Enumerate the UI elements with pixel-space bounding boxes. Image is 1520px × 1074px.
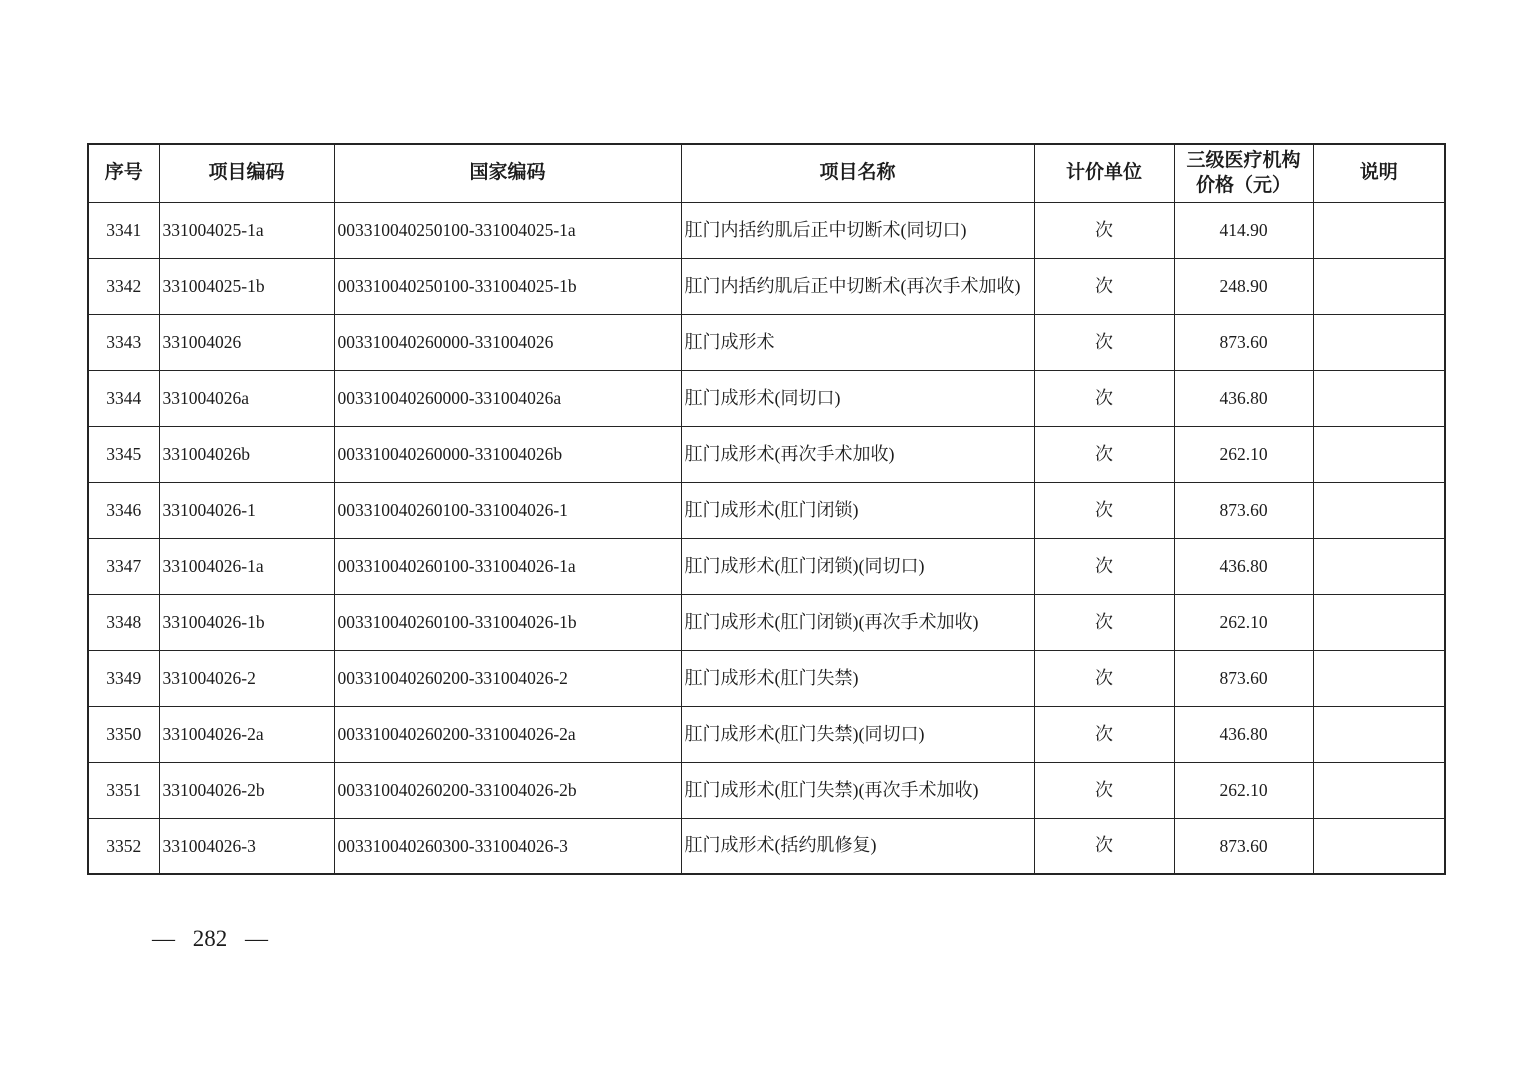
cell-item-code: 331004026-2b xyxy=(159,762,334,818)
cell-national-code: 003310040260300-331004026-3 xyxy=(334,818,681,874)
table-row xyxy=(88,426,1445,482)
cell-item-code: 331004026-1a xyxy=(159,538,334,594)
header-cell-note: 说明 xyxy=(1313,144,1445,202)
cell-price: 436.80 xyxy=(1174,538,1313,594)
cell-name: 肛门成形术(同切口) xyxy=(681,370,1034,426)
cell-item-code: 331004026b xyxy=(159,426,334,482)
cell-name: 肛门成形术(括约肌修复) xyxy=(681,818,1034,874)
cell-price: 873.60 xyxy=(1174,482,1313,538)
cell-seq: 3351 xyxy=(88,762,159,818)
cell-unit: 次 xyxy=(1034,650,1174,706)
cell-price: 262.10 xyxy=(1174,594,1313,650)
cell-national-code: 003310040260000-331004026 xyxy=(334,314,681,370)
cell-unit: 次 xyxy=(1034,202,1174,258)
cell-price: 248.90 xyxy=(1174,258,1313,314)
table-row xyxy=(88,762,1445,818)
cell-seq: 3344 xyxy=(88,370,159,426)
cell-seq: 3342 xyxy=(88,258,159,314)
cell-seq: 3352 xyxy=(88,818,159,874)
header-cell-national-code: 国家编码 xyxy=(334,144,681,202)
cell-price: 873.60 xyxy=(1174,314,1313,370)
cell-price: 873.60 xyxy=(1174,818,1313,874)
table-row xyxy=(88,314,1445,370)
cell-price: 262.10 xyxy=(1174,762,1313,818)
cell-item-code: 331004026-1 xyxy=(159,482,334,538)
table-row xyxy=(88,818,1445,874)
cell-name: 肛门成形术(再次手术加收) xyxy=(681,426,1034,482)
cell-unit: 次 xyxy=(1034,818,1174,874)
cell-item-code: 331004026-2 xyxy=(159,650,334,706)
cell-seq: 3348 xyxy=(88,594,159,650)
cell-unit: 次 xyxy=(1034,594,1174,650)
cell-note xyxy=(1313,818,1445,874)
cell-item-code: 331004025-1a xyxy=(159,202,334,258)
cell-name: 肛门成形术(肛门闭锁)(同切口) xyxy=(681,538,1034,594)
header-cell-unit: 计价单位 xyxy=(1034,144,1174,202)
cell-national-code: 003310040250100-331004025-1a xyxy=(334,202,681,258)
cell-national-code: 003310040260100-331004026-1b xyxy=(334,594,681,650)
table-row xyxy=(88,202,1445,258)
cell-note xyxy=(1313,594,1445,650)
price-table xyxy=(87,143,1446,875)
cell-note xyxy=(1313,650,1445,706)
cell-unit: 次 xyxy=(1034,538,1174,594)
cell-national-code: 003310040250100-331004025-1b xyxy=(334,258,681,314)
cell-name: 肛门成形术(肛门失禁)(再次手术加收) xyxy=(681,762,1034,818)
cell-item-code: 331004026-3 xyxy=(159,818,334,874)
table-row xyxy=(88,650,1445,706)
cell-seq: 3343 xyxy=(88,314,159,370)
cell-unit: 次 xyxy=(1034,314,1174,370)
page-number: — 282 — xyxy=(152,926,268,951)
cell-national-code: 003310040260200-331004026-2b xyxy=(334,762,681,818)
cell-seq: 3346 xyxy=(88,482,159,538)
cell-item-code: 331004026 xyxy=(159,314,334,370)
table-header xyxy=(88,144,1445,202)
cell-note xyxy=(1313,538,1445,594)
header-row xyxy=(88,144,1445,202)
cell-national-code: 003310040260100-331004026-1a xyxy=(334,538,681,594)
table-body xyxy=(88,202,1445,874)
cell-note xyxy=(1313,762,1445,818)
header-cell-name: 项目名称 xyxy=(681,144,1034,202)
cell-unit: 次 xyxy=(1034,482,1174,538)
cell-note xyxy=(1313,706,1445,762)
cell-name: 肛门成形术(肛门失禁) xyxy=(681,650,1034,706)
cell-seq: 3345 xyxy=(88,426,159,482)
cell-price: 262.10 xyxy=(1174,426,1313,482)
table-row xyxy=(88,538,1445,594)
cell-item-code: 331004026-2a xyxy=(159,706,334,762)
cell-note xyxy=(1313,370,1445,426)
cell-unit: 次 xyxy=(1034,706,1174,762)
cell-unit: 次 xyxy=(1034,762,1174,818)
table-row xyxy=(88,258,1445,314)
cell-note xyxy=(1313,314,1445,370)
cell-price: 436.80 xyxy=(1174,706,1313,762)
header-cell-price xyxy=(1174,144,1313,202)
cell-seq: 3350 xyxy=(88,706,159,762)
cell-national-code: 003310040260000-331004026b xyxy=(334,426,681,482)
table-row xyxy=(88,370,1445,426)
cell-national-code: 003310040260100-331004026-1 xyxy=(334,482,681,538)
cell-name: 肛门内括约肌后正中切断术(再次手术加收) xyxy=(681,258,1034,314)
cell-note xyxy=(1313,202,1445,258)
cell-price: 436.80 xyxy=(1174,370,1313,426)
cell-note xyxy=(1313,482,1445,538)
cell-name: 肛门内括约肌后正中切断术(同切口) xyxy=(681,202,1034,258)
cell-unit: 次 xyxy=(1034,258,1174,314)
cell-price: 414.90 xyxy=(1174,202,1313,258)
cell-item-code: 331004026a xyxy=(159,370,334,426)
cell-note xyxy=(1313,426,1445,482)
header-cell-item-code: 项目编码 xyxy=(159,144,334,202)
cell-note xyxy=(1313,258,1445,314)
cell-national-code: 003310040260000-331004026a xyxy=(334,370,681,426)
cell-name: 肛门成形术(肛门闭锁) xyxy=(681,482,1034,538)
cell-seq: 3349 xyxy=(88,650,159,706)
cell-national-code: 003310040260200-331004026-2a xyxy=(334,706,681,762)
cell-seq: 3341 xyxy=(88,202,159,258)
cell-national-code: 003310040260200-331004026-2 xyxy=(334,650,681,706)
table-row xyxy=(88,706,1445,762)
cell-item-code: 331004026-1b xyxy=(159,594,334,650)
table-row xyxy=(88,482,1445,538)
table-row xyxy=(88,594,1445,650)
cell-unit: 次 xyxy=(1034,370,1174,426)
cell-name: 肛门成形术 xyxy=(681,314,1034,370)
cell-name: 肛门成形术(肛门闭锁)(再次手术加收) xyxy=(681,594,1034,650)
cell-unit: 次 xyxy=(1034,426,1174,482)
cell-price: 873.60 xyxy=(1174,650,1313,706)
cell-name: 肛门成形术(肛门失禁)(同切口) xyxy=(681,706,1034,762)
header-price-text: 三级医疗机构价格（元） xyxy=(1186,149,1301,197)
header-cell-seq: 序号 xyxy=(88,144,159,202)
cell-item-code: 331004025-1b xyxy=(159,258,334,314)
cell-seq: 3347 xyxy=(88,538,159,594)
